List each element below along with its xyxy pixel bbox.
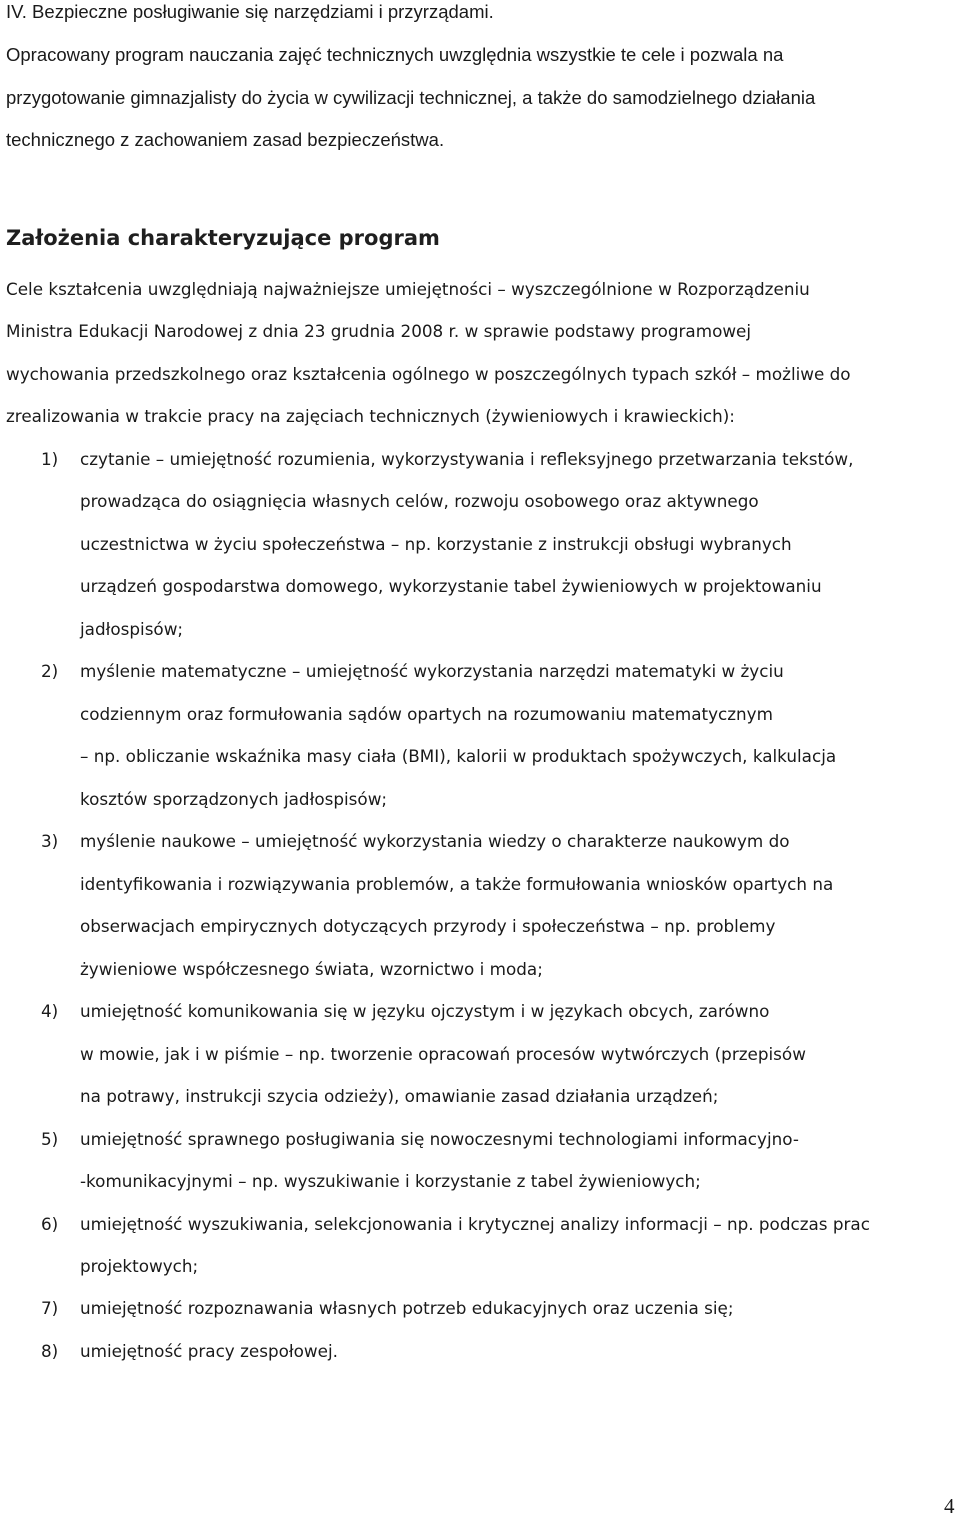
list-item-number: 2): [41, 661, 59, 681]
list-item-line: uczestnictwa w życiu społeczeństwa – np. korzystanie z instrukcji obsługi wybranych: [80, 534, 792, 554]
body-line: wychowania przedszkolnego oraz kształcenia ogólnego w poszczególnych typach szkół – możliwe do: [6, 364, 851, 384]
list-item-number: 8): [41, 1341, 59, 1361]
intro-line: technicznego z zachowaniem zasad bezpieczeństwa.: [6, 129, 445, 150]
list-item-line: umiejętność sprawnego posługiwania się nowoczesnymi technologiami informacyjno-: [80, 1129, 799, 1149]
list-item-number: 7): [41, 1298, 59, 1318]
list-item-number: 5): [41, 1129, 59, 1149]
section-heading: Założenia charakteryzujące program: [6, 226, 440, 250]
list-item-line: umiejętność wyszukiwania, selekcjonowania i krytycznej analizy informacji – np. podczas prac: [80, 1214, 870, 1234]
list-item-number: 1): [41, 449, 59, 469]
list-item-line: codziennym oraz formułowania sądów opartych na rozumowaniu matematycznym: [80, 704, 773, 724]
list-item-number: 6): [41, 1214, 59, 1234]
list-item-line: umiejętność komunikowania się w języku ojczystym i w językach obcych, zarówno: [80, 1001, 770, 1021]
page-number: 4: [944, 1494, 955, 1518]
list-item-line: umiejętność pracy zespołowej.: [80, 1341, 338, 1361]
list-item-line: na potrawy, instrukcji szycia odzieży), omawianie zasad działania urządzeń;: [80, 1086, 719, 1106]
body-line: Cele kształcenia uwzględniają najważniejsze umiejętności – wyszczególnione w Rozporządzeniu: [6, 279, 810, 299]
list-item-number: 4): [41, 1001, 59, 1021]
list-item-line: myślenie naukowe – umiejętność wykorzystania wiedzy o charakterze naukowym do: [80, 831, 790, 851]
list-item-line: jadłospisów;: [80, 619, 184, 639]
list-item-line: żywieniowe współczesnego świata, wzornictwo i moda;: [80, 959, 543, 979]
list-item-line: – np. obliczanie wskaźnika masy ciała (BMI), kalorii w produktach spożywczych, kalkulacja: [80, 746, 837, 766]
list-item-line: w mowie, jak i w piśmie – np. tworzenie opracowań procesów wytwórczych (przepisów: [80, 1044, 806, 1064]
list-item-line: umiejętność rozpoznawania własnych potrzeb edukacyjnych oraz uczenia się;: [80, 1298, 734, 1318]
body-line: Ministra Edukacji Narodowej z dnia 23 grudnia 2008 r. w sprawie podstawy programowej: [6, 321, 752, 341]
list-item-line: projektowych;: [80, 1256, 199, 1276]
section-title: IV. Bezpieczne posługiwanie się narzędziami i przyrządami.: [6, 1, 494, 22]
list-item-line: prowadząca do osiągnięcia własnych celów, rozwoju osobowego oraz aktywnego: [80, 491, 759, 511]
list-item-line: czytanie – umiejętność rozumienia, wykorzystywania i refleksyjnego przetwarzania tekstów,: [80, 449, 854, 469]
list-item-line: obserwacjach empirycznych dotyczących przyrody i społeczeństwa – np. problemy: [80, 916, 776, 936]
list-item-line: identyfikowania i rozwiązywania problemów, a także formułowania wniosków opartych na: [80, 874, 834, 894]
list-item-line: urządzeń gospodarstwa domowego, wykorzystanie tabel żywieniowych w projektowaniu: [80, 576, 822, 596]
list-item-line: myślenie matematyczne – umiejętność wykorzystania narzędzi matematyki w życiu: [80, 661, 784, 681]
intro-line: przygotowanie gimnazjalisty do życia w cywilizacji technicznej, a także do samodzielnego działania: [6, 87, 816, 108]
list-item-number: 3): [41, 831, 59, 851]
list-item-line: -komunikacyjnymi – np. wyszukiwanie i korzystanie z tabel żywieniowych;: [80, 1171, 701, 1191]
list-item-line: kosztów sporządzonych jadłospisów;: [80, 789, 388, 809]
body-line: zrealizowania w trakcie pracy na zajęciach technicznych (żywieniowych i krawieckich):: [6, 406, 735, 426]
intro-line: Opracowany program nauczania zajęć technicznych uwzględnia wszystkie te cele i pozwala na: [6, 44, 784, 65]
